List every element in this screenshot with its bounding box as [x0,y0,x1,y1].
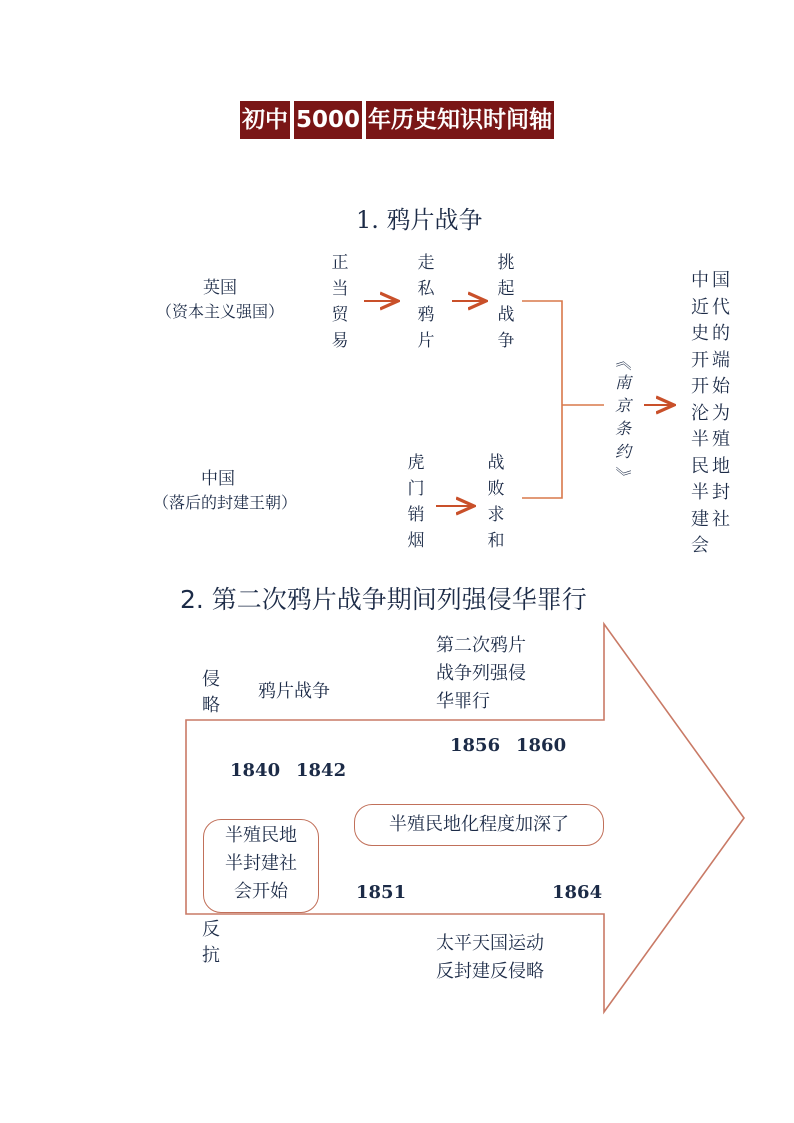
result-column-1: 中 近 史 开 开 沦 半 民 半 建 会 [691,270,709,556]
section2-heading: 2. 第二次鸦片战争期间列强侵华罪行 [180,585,587,614]
title-segment-1: 初中 [240,101,290,139]
semi-colonial-deepened-box: 半殖民地化程度加深了 [354,804,604,846]
china-desc: （落后的封建王朝） [152,493,297,512]
china-name: 中国 [201,469,235,489]
opium-war-label: 鸦片战争 [258,681,330,702]
col-defeat-peace: 战 败 求 和 [487,453,505,551]
col-smuggle-opium: 走 私 鸦 片 [417,253,435,351]
semi-colonial-start-box: 半殖民地 半封建社 会开始 [203,819,319,913]
year-1856: 1856 [450,735,501,756]
col-provoke-war: 挑 起 战 争 [497,253,515,351]
treaty-of-nanjing: 《 南 京 条 约 》 [613,351,633,483]
britain-name: 英国 [203,278,237,298]
taiping-movement-label: 太平天国运动 反封建反侵略 [436,933,544,982]
year-1860: 1860 [516,735,567,756]
year-1842: 1842 [296,760,347,781]
resistance-label: 反 抗 [202,919,220,966]
result-column-2: 国 代 的 端 始 为 殖 地 封 社 [712,270,730,530]
col-humen-destruction: 虎 门 销 烟 [407,453,425,551]
year-1851: 1851 [356,882,407,903]
col-legit-trade: 正 当 贸 易 [331,253,349,351]
title-segment-3: 年历史知识时间轴 [366,101,554,139]
connector-bracket [522,301,562,498]
second-opium-war-label: 第二次鸦片 战争列强侵 华罪行 [436,635,526,712]
title-segment-2: 5000 [294,101,362,139]
year-1840: 1840 [230,760,281,781]
britain-desc: （资本主义强国） [155,302,284,321]
year-1864: 1864 [552,882,603,903]
section1-heading: 1. 鸦片战争 [356,206,483,234]
invasion-label: 侵 略 [202,669,220,716]
